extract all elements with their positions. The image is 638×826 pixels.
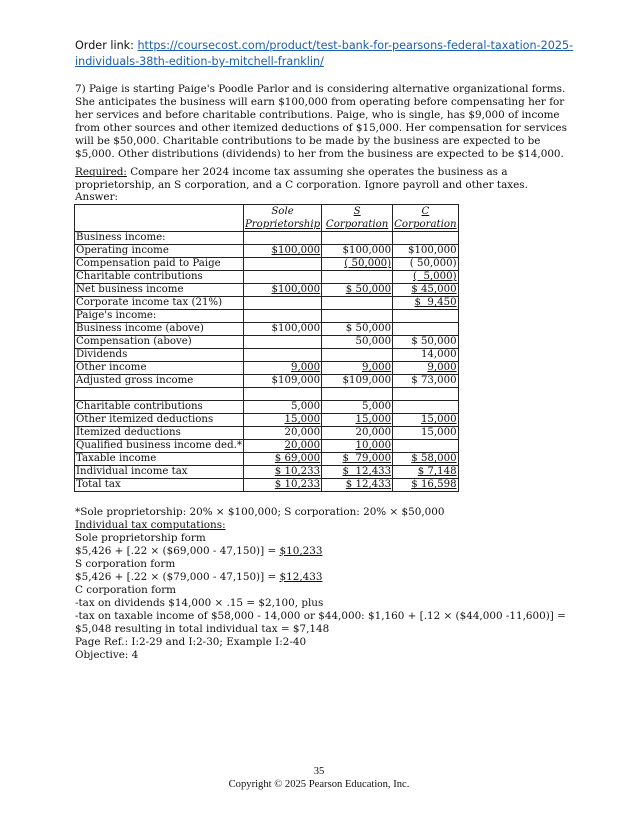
row-label: Compensation (above) <box>75 336 244 349</box>
c-form-label: C corporation form <box>75 584 177 596</box>
cell-sole-proprietorship <box>243 349 321 362</box>
row-label: Adjusted gross income <box>75 375 244 388</box>
cell-sole-proprietorship: $100,000 <box>243 323 321 336</box>
table-row <box>75 414 459 427</box>
answer-label: Answer: <box>75 191 119 203</box>
row-label: Taxable income <box>75 453 244 466</box>
header-sole-proprietorship: Sole Proprietorship <box>244 206 321 230</box>
cell-s-corporation: 15,000 <box>322 414 393 427</box>
row-label: Business income: <box>75 232 244 245</box>
cell-s-corporation: 9,000 <box>322 362 393 375</box>
cell-c-corporation: $ 58,000 <box>393 453 458 466</box>
page-reference: Page Ref.: I:2-29 and I:2-30; Example I:2-40 <box>75 636 307 648</box>
header-s-corporation: S Corporation <box>322 205 393 232</box>
table-row <box>75 258 459 271</box>
order-link-line <box>75 38 575 70</box>
cell-c-corporation: 15,000 <box>393 427 458 440</box>
cell-s-corporation <box>322 297 393 310</box>
cell-sole-proprietorship: $109,000 <box>243 375 321 388</box>
table-row <box>75 427 459 440</box>
cell-s-corporation: $ 50,000 <box>322 323 393 336</box>
qbi-note: *Sole proprietorship: 20% × $100,000; S corporation: 20% × $50,000 <box>75 506 445 518</box>
cell-sole-proprietorship: $ 10,233 <box>243 479 321 492</box>
row-label: Compensation paid to Paige <box>75 258 244 271</box>
table-row <box>75 453 459 466</box>
cell-sole-proprietorship: $100,000 <box>243 284 321 297</box>
cell-s-corporation: $109,000 <box>322 375 393 388</box>
row-label: Itemized deductions <box>75 427 244 440</box>
cell-s-corporation: 50,000 <box>322 336 393 349</box>
cell-c-corporation: $ 16,598 <box>393 479 458 492</box>
row-label: Operating income <box>75 245 244 258</box>
table-row <box>75 401 459 414</box>
row-label: Other itemized deductions <box>75 414 244 427</box>
cell-c-corporation: 15,000 <box>393 414 458 427</box>
c-form-line1: -tax on dividends $14,000 × .15 = $2,100, plus <box>75 597 324 609</box>
table-row <box>75 362 459 375</box>
required-label: Required: <box>75 166 127 178</box>
row-label: Net business income <box>75 284 244 297</box>
required-paragraph <box>75 166 570 192</box>
cell-s-corporation <box>322 232 393 245</box>
copyright: Copyright © 2025 Pearson Education, Inc. <box>228 779 410 790</box>
objective: Objective: 4 <box>75 649 139 661</box>
header-c-corporation: C Corporation <box>394 206 457 230</box>
cell-sole-proprietorship: 20,000 <box>243 440 321 453</box>
cell-c-corporation: $ 45,000 <box>393 284 458 297</box>
cell-c-corporation <box>393 232 458 245</box>
table-row <box>75 271 459 284</box>
table-row <box>75 466 459 479</box>
cell-sole-proprietorship <box>243 388 321 401</box>
page-number: 35 <box>313 766 325 777</box>
table-row <box>75 388 459 401</box>
cell-c-corporation <box>393 440 458 453</box>
cell-sole-proprietorship <box>243 232 321 245</box>
cell-c-corporation <box>393 401 458 414</box>
row-label: Charitable contributions <box>75 401 244 414</box>
row-label: Business income (above) <box>75 323 244 336</box>
cell-s-corporation: 10,000 <box>322 440 393 453</box>
cell-sole-proprietorship <box>243 258 321 271</box>
cell-s-corporation: ( 50,000) <box>322 258 393 271</box>
row-label: Qualified business income ded.* <box>76 440 242 451</box>
table-row <box>75 349 459 362</box>
cell-c-corporation <box>393 323 458 336</box>
s-form-label: S corporation form <box>75 558 176 570</box>
row-label: Charitable contributions <box>75 271 244 284</box>
tax-comparison-table <box>74 204 459 492</box>
table-row <box>75 479 459 492</box>
cell-s-corporation: $100,000 <box>322 245 393 258</box>
cell-s-corporation <box>322 349 393 362</box>
table-row <box>75 232 459 245</box>
table-row <box>75 323 459 336</box>
cell-s-corporation: $ 79,000 <box>322 453 393 466</box>
cell-c-corporation: $100,000 <box>393 245 458 258</box>
c-form-line2: -tax on taxable income of $58,000 - 14,000 or $44,000: $1,160 + [.12 × ($44,000 -11,600)] = $5,048 resulting in total individual tax = $7,148 <box>75 610 566 635</box>
page-footer <box>0 765 638 791</box>
table-row <box>75 297 459 310</box>
cell-sole-proprietorship <box>243 310 321 323</box>
cell-sole-proprietorship: 20,000 <box>243 427 321 440</box>
row-label: Other income <box>75 362 244 375</box>
cell-s-corporation: $ 12,433 <box>322 479 393 492</box>
cell-c-corporation <box>393 310 458 323</box>
cell-s-corporation <box>322 271 393 284</box>
cell-c-corporation <box>393 388 458 401</box>
table-row <box>75 245 459 258</box>
cell-s-corporation <box>322 310 393 323</box>
table-row <box>75 440 459 453</box>
notes-section <box>75 506 570 662</box>
cell-c-corporation: 14,000 <box>393 349 458 362</box>
question-text: 7) Paige is starting Paige's Poodle Parlor and is considering alternative organizational forms. She anticipates the business will earn $100,000 from operating before compensating her for her services and before charitable contributions. Paige, who is single, has $9,000 of income from other sources and other itemized deductions of $15,000. Her compensation for services will be $50,000. Charitable contributions to be made by the business are expected to be $5,000. Other distributions (dividends) to her from the business are expected to be $14,000. <box>75 83 567 160</box>
cell-s-corporation <box>322 388 393 401</box>
cell-sole-proprietorship: $100,000 <box>243 245 321 258</box>
cell-s-corporation: $ 50,000 <box>322 284 393 297</box>
cell-c-corporation: ( 5,000) <box>393 271 458 284</box>
sole-form-label: Sole proprietorship form <box>75 532 206 544</box>
cell-c-corporation: $ 7,148 <box>393 466 458 479</box>
row-label: Individual income tax <box>75 466 244 479</box>
header-blank <box>75 205 244 232</box>
cell-sole-proprietorship <box>243 336 321 349</box>
table-header-row <box>75 205 459 232</box>
order-link[interactable]: https://coursecost.com/product/test-bank-for-pearsons-federal-taxation-2025-individuals-38th-edition-by-mitchell-franklin/ <box>75 39 574 68</box>
cell-sole-proprietorship <box>243 297 321 310</box>
s-form-calc: $5,426 + [.22 × ($79,000 - 47,150)] = $12,433 <box>75 571 323 583</box>
cell-sole-proprietorship: 9,000 <box>243 362 321 375</box>
cell-c-corporation: $ 9,450 <box>393 297 458 310</box>
row-label: Total tax <box>75 479 244 492</box>
cell-sole-proprietorship <box>243 271 321 284</box>
cell-sole-proprietorship: $ 10,233 <box>243 466 321 479</box>
cell-sole-proprietorship: $ 69,000 <box>243 453 321 466</box>
cell-s-corporation: 20,000 <box>322 427 393 440</box>
cell-c-corporation: 9,000 <box>393 362 458 375</box>
cell-sole-proprietorship: 5,000 <box>243 401 321 414</box>
cell-c-corporation: ( 50,000) <box>393 258 458 271</box>
table-row <box>75 284 459 297</box>
table-row <box>75 375 459 388</box>
cell-c-corporation: $ 73,000 <box>393 375 458 388</box>
row-label: Corporate income tax (21%) <box>75 297 244 310</box>
order-link-label: Order link: <box>75 39 138 52</box>
required-text: Compare her 2024 income tax assuming she operates the business as a proprietorship, an S corporation, and a C corporation. Ignore payroll and other taxes. <box>75 166 528 191</box>
row-label: Dividends <box>75 349 244 362</box>
cell-sole-proprietorship: 15,000 <box>243 414 321 427</box>
table-row <box>75 310 459 323</box>
table-row <box>75 336 459 349</box>
cell-c-corporation: $ 50,000 <box>393 336 458 349</box>
cell-s-corporation: $ 12,433 <box>322 466 393 479</box>
cell-s-corporation: 5,000 <box>322 401 393 414</box>
row-label <box>75 388 244 401</box>
row-label: Paige's income: <box>75 310 244 323</box>
sole-form-calc: $5,426 + [.22 × ($69,000 - 47,150)] = $10,233 <box>75 545 323 557</box>
computations-heading: Individual tax computations: <box>75 519 226 531</box>
